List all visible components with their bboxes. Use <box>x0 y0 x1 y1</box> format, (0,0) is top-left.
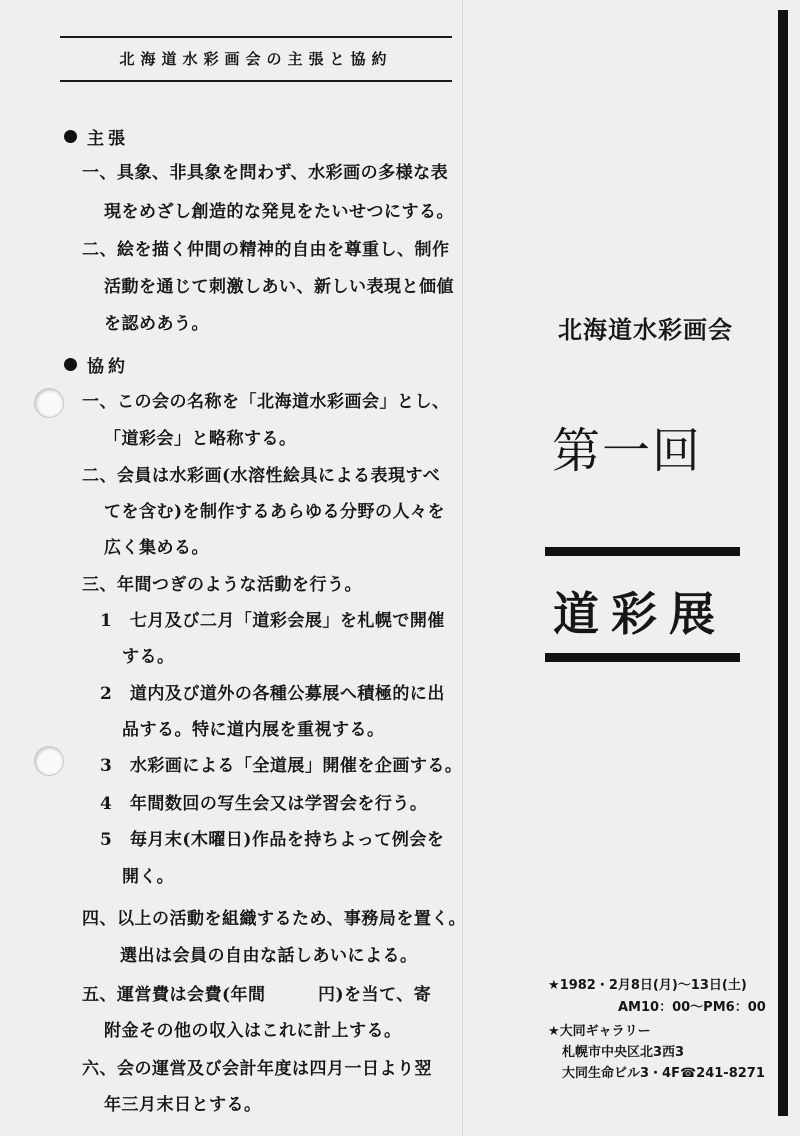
title-bar-top <box>545 547 740 556</box>
header-rule-top <box>60 36 452 38</box>
claim-line: を認めあう。 <box>104 314 209 334</box>
agreement-line: 「道彩会」と略称する。 <box>104 429 297 449</box>
exhibition-hours: AM10：00〜PM6：00 <box>618 1000 766 1015</box>
agreement-line: 品する。特に道内展を重視する。 <box>122 720 385 740</box>
venue-address-2: 大同生命ビル3・4F☎241-8271 <box>562 1066 765 1081</box>
agreement-line: 広く集める。 <box>104 538 209 558</box>
punch-hole-icon <box>34 746 64 776</box>
exhibition-dates: ★1982・2月8日(月)〜13日(土) <box>548 978 747 993</box>
exhibition-title: 道彩展 <box>553 587 727 641</box>
claim-line: 活動を通じて刺激しあい、新しい表現と価値 <box>104 277 454 297</box>
agreement-line: する。 <box>122 647 175 667</box>
agreement-heading-text: 協約 <box>87 357 129 377</box>
agreement-line: 4 年間数回の写生会又は学習会を行う。 <box>100 794 428 814</box>
claim-line: 二、絵を描く仲間の精神的自由を尊重し、制作 <box>82 240 450 260</box>
bullet-icon <box>64 130 77 143</box>
title-bar-bottom <box>545 653 740 662</box>
agreement-line: てを含む)を制作するあらゆる分野の人々を <box>104 502 446 522</box>
header-rule-bottom <box>60 80 452 82</box>
agreement-line: 六、会の運営及び会計年度は四月一日より翌 <box>82 1059 432 1079</box>
edge-bar <box>778 10 788 1116</box>
claim-line: 現をめざし創造的な発見をたいせつにする。 <box>104 202 454 222</box>
organization-name: 北海道水彩画会 <box>558 315 733 344</box>
agreement-line: 1 七月及び二月「道彩会展」を札幌で開催 <box>100 611 445 631</box>
fold-line <box>462 0 463 1136</box>
agreement-line: 一、この会の名称を「北海道水彩画会」とし、 <box>82 392 450 412</box>
agreement-line: 選出は会員の自由な話しあいによる。 <box>120 946 418 966</box>
agreement-line: 二、会員は水彩画(水溶性絵具による表現すべ <box>82 466 441 486</box>
bullet-icon <box>64 358 77 371</box>
agreement-line: 5 毎月末(木曜日)作品を持ちよって例会を <box>100 830 445 850</box>
edition-title: 第一回 <box>552 423 703 479</box>
agreement-heading <box>64 352 129 377</box>
claims-heading-text: 主張 <box>87 129 129 149</box>
agreement-line: 五、運営費は会費(年間 円)を当て、寄 <box>82 985 432 1005</box>
agreement-line: 年三月末日とする。 <box>104 1095 262 1115</box>
agreement-line: 3 水彩画による「全道展」開催を企画する。 <box>100 756 463 776</box>
claims-heading <box>64 124 129 149</box>
agreement-line: 三、年間つぎのような活動を行う。 <box>82 575 362 595</box>
punch-hole-icon <box>34 388 64 418</box>
page-title: 北海道水彩画会の主張と協約 <box>119 50 393 68</box>
claim-line: 一、具象、非具象を問わず、水彩画の多様な表 <box>82 163 449 183</box>
venue-address-1: 札幌市中央区北3西3 <box>562 1045 685 1060</box>
agreement-line: 附金その他の収入はこれに計上する。 <box>104 1021 402 1041</box>
venue-name: ★大同ギャラリー <box>548 1024 651 1039</box>
agreement-line: 開く。 <box>122 867 175 887</box>
agreement-line: 2 道内及び道外の各種公募展へ積極的に出 <box>100 684 445 704</box>
agreement-line: 四、以上の活動を組織するため、事務局を置く。 <box>82 909 466 929</box>
